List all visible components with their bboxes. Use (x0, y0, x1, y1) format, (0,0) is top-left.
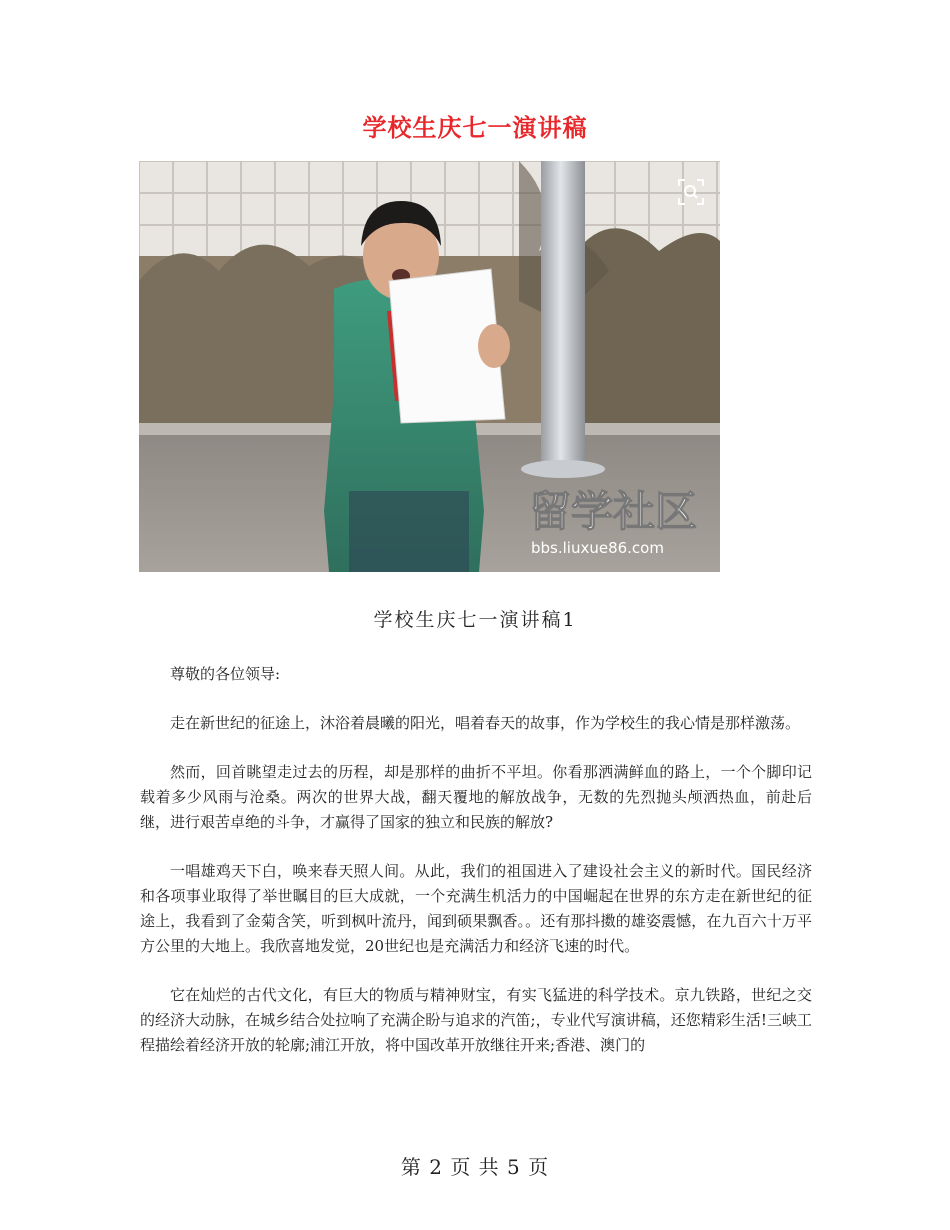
zoom-search-icon[interactable] (676, 177, 706, 207)
photo-illustration (139, 161, 720, 572)
paragraph: 尊敬的各位领导: (170, 665, 281, 683)
speech-photo (139, 161, 720, 572)
paragraph: 然而，回首眺望走过去的历程，却是那样的曲折不平坦。你看那洒满鲜血的路上，一个个脚印记载着多少风雨与沧桑。两次的世界大战，翻天覆地的解放战争，无数的先烈抛头颅洒热血，前赴后继，进行艰苦卓绝的斗争，才赢得了国家的独立和民族的解放? (140, 763, 812, 831)
section-title: 学校生庆七一演讲稿1 (373, 609, 577, 631)
page-number: 第 2 页 共 5 页 (400, 1155, 550, 1179)
body-text (140, 662, 812, 1082)
page-title: 学校生庆七一演讲稿 (362, 113, 588, 142)
paragraph: 它在灿烂的古代文化，有巨大的物质与精神财宝，有实飞猛进的科学技术。京九铁路，世纪之交的经济大动脉，在城乡结合处拉响了充满企盼与追求的汽笛;，专业代写演讲稿，还您精彩生活!三峡工程描绘着经济开放的轮廓;浦江开放，将中国改革开放继往开来;香港、澳门的 (140, 986, 812, 1054)
paragraph: 一唱雄鸡天下白，唤来春天照人间。从此，我们的祖国进入了建设社会主义的新时代。国民经济和各项事业取得了举世瞩目的巨大成就，一个充满生机活力的中国崛起在世界的东方走在新世纪的征途上，我看到了金菊含笑，听到枫叶流丹，闻到硕果飘香。。还有那抖擞的雄姿震憾，在九百六十万平方公里的大地上。我欣喜地发觉，20世纪也是充满活力和经济飞速的时代。 (140, 862, 812, 955)
paragraph: 走在新世纪的征途上，沐浴着晨曦的阳光，唱着春天的故事，作为学校生的我心情是那样激荡。 (170, 714, 801, 732)
watermark-logo: 留学社区 (529, 487, 698, 536)
watermark-url: bbs.liuxue86.com (531, 539, 664, 557)
